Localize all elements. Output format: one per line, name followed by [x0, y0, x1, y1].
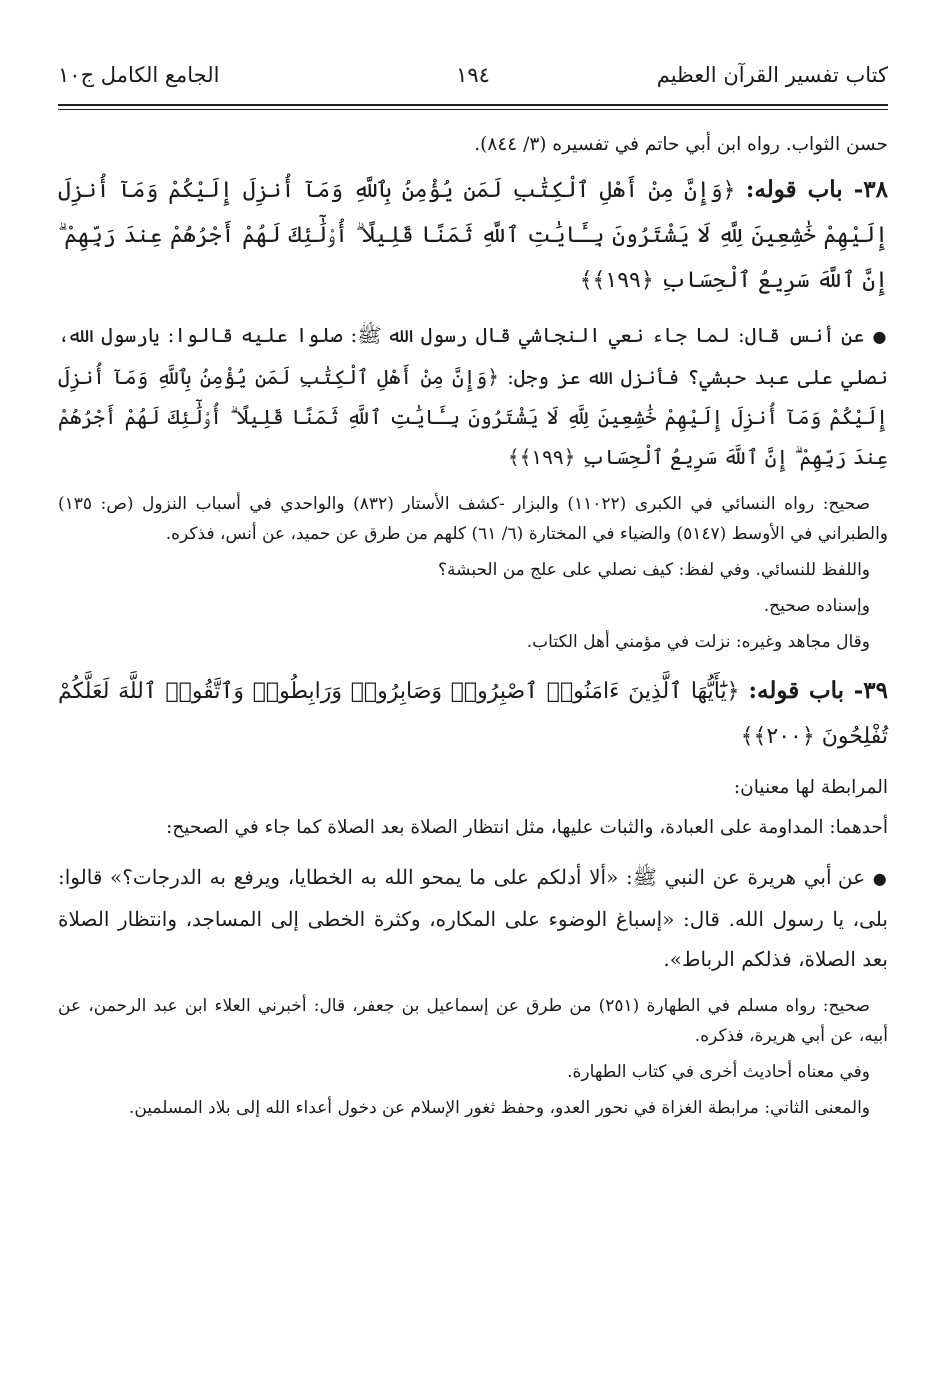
chapter-38-verse: ﴿وَإِنَّ مِنْ أَهْلِ ٱلْكِتَٰبِ لَمَن يُؤْمِنُ بِٱللَّهِ وَمَآ أُنزِلَ إِلَيْكُمْ وَمَآ أُنزِلَ إِلَيْهِمْ خَٰشِعِينَ لِلَّهِ لَا يَشْتَرُونَ بِـَٔايَٰتِ ٱللَّهِ ثَمَنًا قَلِيلًا ۗ أُو۟لَٰٓئِكَ لَهُمْ أَجْرُهُمْ عِندَ رَبِّهِمْ ۗ إِنَّ ٱللَّهَ سَرِيعُ ٱلْحِسَابِ ﴿١٩٩﴾﴾: [58, 178, 888, 293]
bullet-icon: ●: [872, 869, 888, 888]
other-hadiths-note: وفي معناه أحاديث أخرى في كتاب الطهارة.: [567, 1062, 870, 1082]
murabata-heading: المرابطة لها معنيان:: [733, 777, 888, 798]
header-volume-title: الجامع الكامل ج١٠: [58, 63, 220, 87]
header-rule-thin: [58, 109, 888, 110]
header-rule-thick: [58, 104, 888, 106]
mujahid-note: وقال مجاهد وغيره: نزلت في مؤمني أهل الكتاب.: [526, 632, 870, 652]
isnad-note: وإسناده صحيح.: [763, 596, 870, 616]
chapter-39-label: ٣٩- باب قوله:: [748, 677, 889, 704]
bullet-icon: ●: [872, 327, 888, 346]
hadith-abu-hurayra: [58, 857, 888, 979]
chapter-39: [58, 669, 888, 759]
page-number: ١٩٤: [456, 63, 490, 87]
chapter-39-verse: ﴿يَٰٓأَيُّهَا ٱلَّذِينَ ءَامَنُوا۟ ٱصْبِرُوا۟ وَصَابِرُوا۟ وَرَابِطُوا۟ وَٱتَّقُوا۟ ٱللَّهَ لَعَلَّكُمْ تُفْلِحُونَ ﴿٢٠٠﴾﴾: [58, 679, 888, 749]
takhrij-note: صحيح: رواه النسائي في الكبرى (١١٠٢٢) والبزار -كشف الأستار (٨٣٢) والواحدي في أسباب النزول (ص: ١٣٥) والطبراني في الأوسط (٥١٤٧) والضياء في المختارة (٦/ ٦١) كلهم من طرق عن حميد، عن أنس، فذكره.: [58, 494, 888, 544]
intro-line: حسن الثواب. رواه ابن أبي حاتم في تفسيره (٣/ ٨٤٤).: [474, 134, 888, 155]
hadith-anas: [58, 315, 888, 477]
muslim-takhrij: صحيح: رواه مسلم في الطهارة (٢٥١) من طرق عن إسماعيل بن جعفر، قال: أخبرني العلاء ابن عبد الرحمن، عن أبيه، عن أبي هريرة، فذكره.: [58, 996, 888, 1046]
wording-note: واللفظ للنسائي. وفي لفظ: كيف نصلي على علج من الحبشة؟: [438, 560, 870, 580]
chapter-38-label: ٣٨- باب قوله:: [745, 176, 889, 203]
chapter-38: [58, 168, 888, 303]
first-meaning: أحدهما: المداومة على العبادة، والثبات عليها، مثل انتظار الصلاة بعد الصلاة كما جاء في الصحيح:: [166, 817, 888, 838]
hadith-anas-text: عن أنس قال: لما جاء نعي النجاشي قال رسول الله ﷺ: صلوا عليه قالوا: يارسول الله، نصلي على عبد حبشي؟ فأنزل الله عز وجل: ﴿وَإِنَّ مِنْ أَهْلِ ٱلْكِتَٰبِ لَمَن يُؤْمِنُ بِٱللَّهِ وَمَآ أُنزِلَ إِلَيْكُمْ وَمَآ أُنزِلَ إِلَيْهِمْ خَٰشِعِينَ لِلَّهِ لَا يَشْتَرُونَ بِـَٔايَٰتِ ٱللَّهِ ثَمَنًا قَلِيلًا ۗ أُو۟لَٰٓئِكَ لَهُمْ أَجْرُهُمْ عِندَ رَبِّهِمْ ۗ إِنَّ ٱللَّهَ سَرِيعُ ٱلْحِسَابِ ﴿١٩٩﴾﴾: [58, 323, 888, 469]
header-book-title: كتاب تفسير القرآن العظيم: [656, 63, 888, 87]
hadith-abu-hurayra-text: عن أبي هريرة عن النبي ﷺ: «ألا أدلكم على ما يمحو الله به الخطايا، ويرفع به الدرجات؟» قالوا: بلى، يا رسول الله. قال: «إسباغ الوضوء على المكاره، وكثرة الخطى إلى المساجد، وانتظار الصلاة بعد الصلاة، فذلكم الرباط».: [58, 865, 888, 971]
second-meaning: والمعنى الثاني: مرابطة الغزاة في نحور العدو، وحفظ ثغور الإسلام عن دخول أعداء الله إلى بلاد المسلمين.: [128, 1098, 870, 1118]
page-header: [58, 52, 888, 98]
page-content: [58, 128, 888, 1123]
book-page: [58, 0, 888, 1376]
